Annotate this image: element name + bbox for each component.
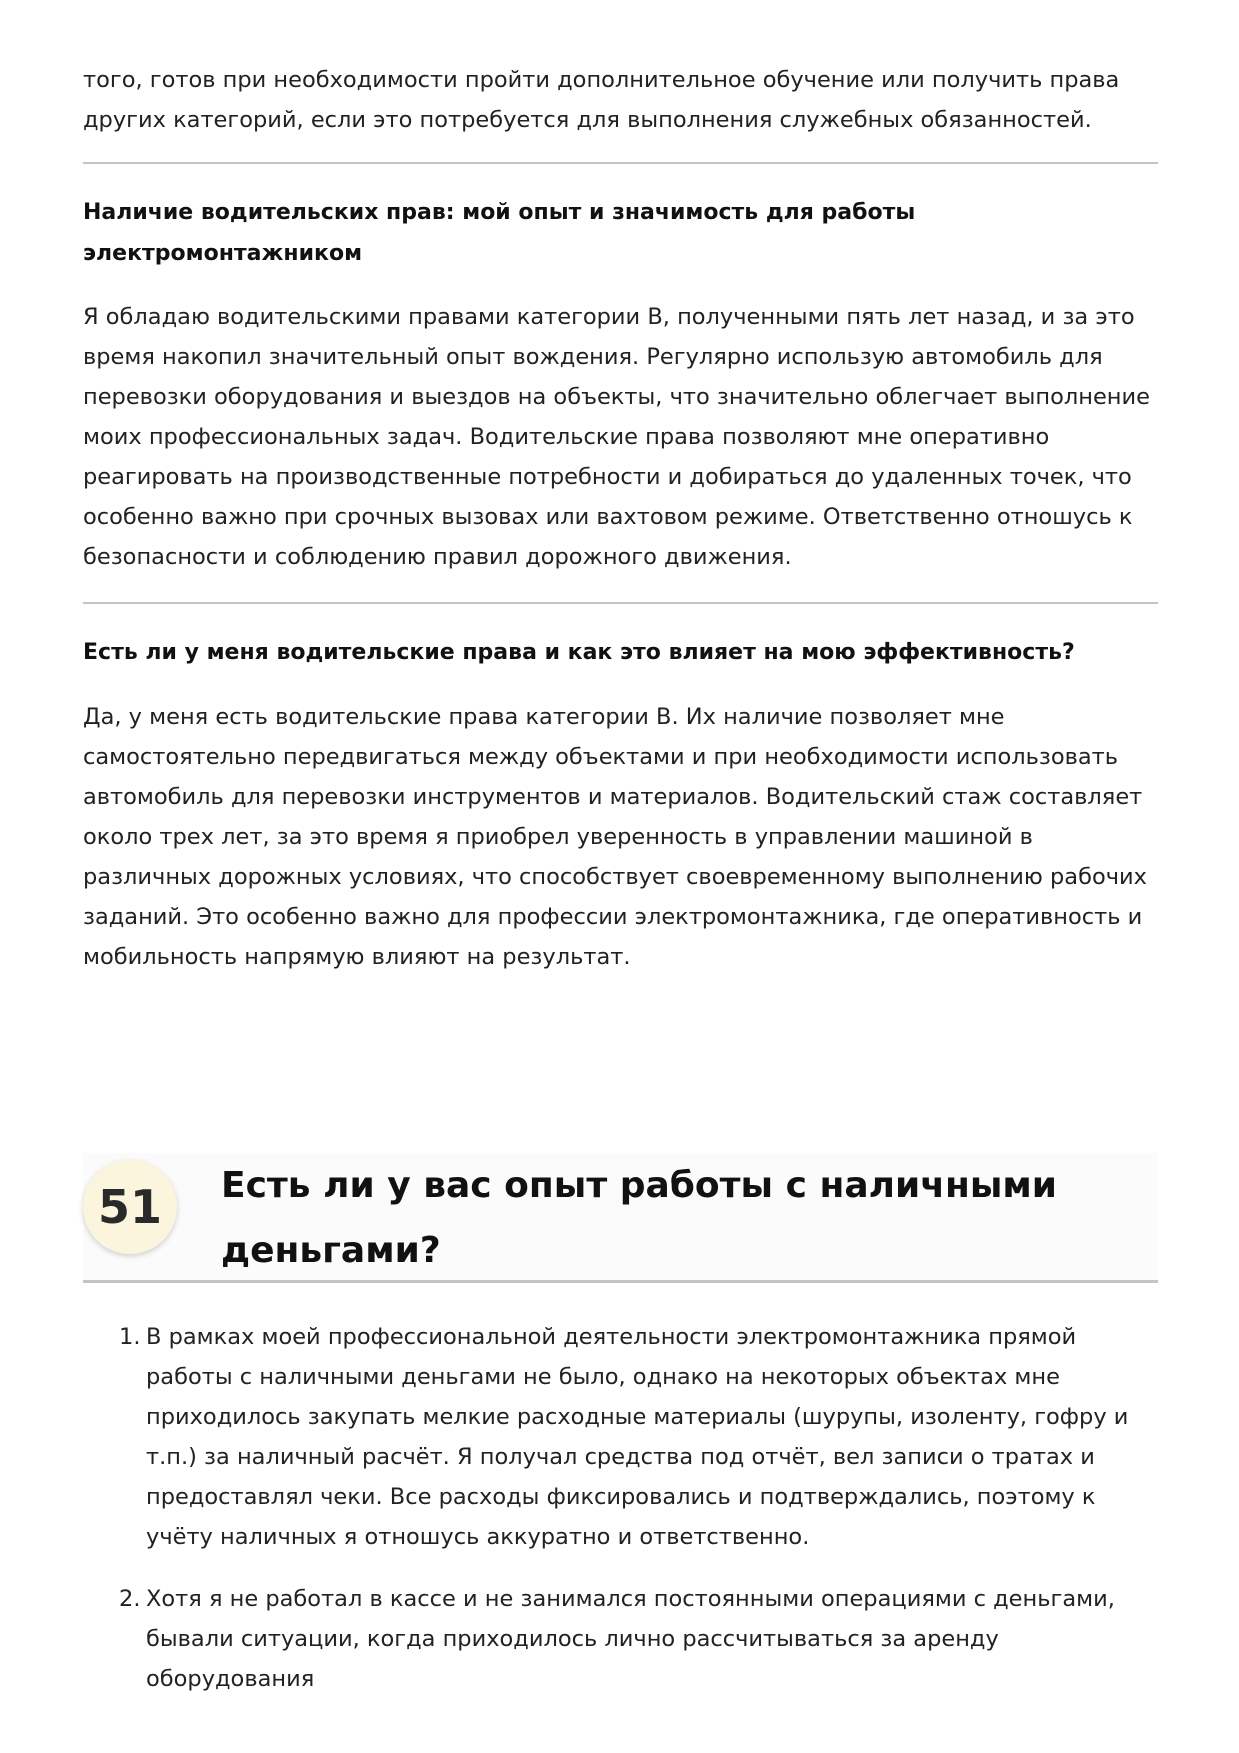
question-header <box>83 1153 1158 1283</box>
answer-list <box>83 1317 1158 1721</box>
list-item-number: 1. <box>119 1324 141 1350</box>
question-number-badge: 51 <box>83 1160 177 1254</box>
section-heading: Есть ли у меня водительские права и как это влияет на мою эффективность? <box>83 640 1075 665</box>
question-title: Есть ли у вас опыт работы с наличными деньгами? <box>221 1165 1058 1271</box>
list-item-text: В рамках моей профессиональной деятельности электромонтажника прямой работы с наличными деньгами не было, однако на некоторых объектах мне приходилось закупать мелкие расходные материалы (шурупы, изоленту, гофру и т.п.) за наличный расчёт. Я получал средства под отчёт, вел записи о тратах и предоставлял чеки. Все расходы фиксировались и подтверждались, поэтому к учёту наличных я отношусь аккуратно и ответственно. <box>146 1324 1129 1550</box>
list-item-text: Хотя я не работал в кассе и не занимался постоянными операциями с деньгами, бывали ситуации, когда приходилось лично рассчитываться за аренду оборудования <box>146 1586 1115 1692</box>
section-body: Я обладаю водительскими правами категории B, полученными пять лет назад, и за это время накопил значительный опыт вождения. Регулярно использую автомобиль для перевозки оборудования и выездов на объекты, что значительно облегчает выполнение моих профессиональных задач. Водительские права позволяют мне оперативно реагировать на производственные потребности и добираться до удаленных точек, что особенно важно при срочных вызовах или вахтовом режиме. Ответственно отношусь к безопасности и соблюдению правил дорожного движения. <box>83 304 1150 570</box>
section-divider <box>83 602 1158 604</box>
list-item <box>83 1579 1158 1699</box>
list-item <box>83 1317 1158 1557</box>
section-heading: Наличие водительских прав: мой опыт и значимость для работы электромонтажником <box>83 200 916 266</box>
section-body: Да, у меня есть водительские права категории B. Их наличие позволяет мне самостоятельно передвигаться между объектами и при необходимости использовать автомобиль для перевозки инструментов и материалов. Водительский стаж составляет около трех лет, за это время я приобрел уверенность в управлении машиной в различных дорожных условиях, что способствует своевременному выполнению рабочих заданий. Это особенно важно для профессии электромонтажника, где оперативность и мобильность напрямую влияют на результат. <box>83 704 1147 970</box>
section-divider <box>83 162 1158 164</box>
top-paragraph: того, готов при необходимости пройти дополнительное обучение или получить права других категорий, если это потребуется для выполнения служебных обязанностей. <box>83 67 1120 133</box>
list-item-number: 2. <box>119 1586 141 1612</box>
